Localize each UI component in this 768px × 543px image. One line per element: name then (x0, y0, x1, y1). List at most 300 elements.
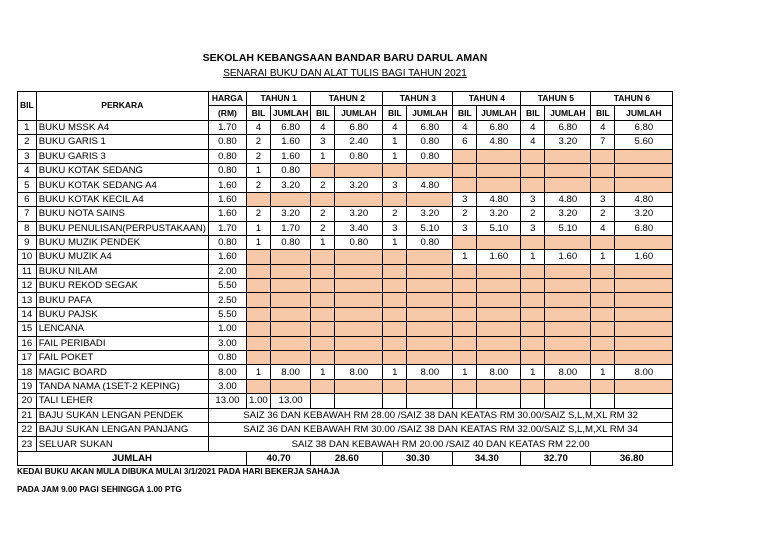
table-row (18, 394, 673, 408)
table-row (18, 120, 673, 134)
qty-cell: 1 (383, 149, 407, 163)
amount-cell: 0.80 (407, 135, 453, 149)
shaded-cell (453, 293, 477, 307)
shaded-cell (270, 307, 310, 321)
shaded-cell (591, 293, 615, 307)
item-price: 5.50 (208, 279, 246, 293)
amount-cell: 8.00 (545, 365, 591, 379)
amount-cell: 4.80 (615, 192, 673, 206)
table-row (18, 279, 673, 293)
shaded-cell (453, 163, 477, 177)
amount-cell: 6.80 (407, 120, 453, 134)
shaded-cell (477, 235, 521, 249)
amount-cell: 3.20 (545, 207, 591, 221)
shaded-cell (545, 379, 591, 393)
shaded-cell (477, 279, 521, 293)
shaded-cell (477, 336, 521, 350)
amount-cell: 0.80 (335, 149, 383, 163)
qty-cell: 2 (521, 207, 545, 221)
shaded-cell (311, 379, 335, 393)
row-number: 20 (18, 394, 37, 408)
shaded-cell (246, 264, 270, 278)
item-name: BUKU PENULISAN(PERPUSTAKAAN) (36, 221, 208, 235)
item-name: BUKU NILAM (36, 264, 208, 278)
shaded-cell (545, 163, 591, 177)
qty-cell: 1 (311, 235, 335, 249)
empty-cell (335, 394, 383, 408)
item-name: TANDA NAMA (1SET-2 KEPING) (36, 379, 208, 393)
amount-cell: 5.10 (545, 221, 591, 235)
amount-cell: 3.20 (615, 207, 673, 221)
amount-cell: 3.20 (477, 207, 521, 221)
shaded-cell (383, 250, 407, 264)
shaded-cell (477, 178, 521, 192)
shaded-cell (545, 322, 591, 336)
amount-cell: 1.60 (545, 250, 591, 264)
header-year-1: TAHUN 1 (246, 92, 310, 106)
shaded-cell (615, 293, 673, 307)
shaded-cell (246, 379, 270, 393)
qty-cell: 1 (246, 163, 270, 177)
item-price: 1.60 (208, 250, 246, 264)
empty-cell (591, 394, 615, 408)
item-name: BUKU PAFA (36, 293, 208, 307)
table-row (18, 163, 673, 177)
shaded-cell (407, 307, 453, 321)
amount-cell: 6.80 (477, 120, 521, 134)
row-number: 15 (18, 322, 37, 336)
item-name: BUKU PAJSK (36, 307, 208, 321)
table-row (18, 192, 673, 206)
shaded-cell (246, 250, 270, 264)
amount-cell: 13.00 (270, 394, 310, 408)
qty-cell: 2 (246, 149, 270, 163)
shaded-cell (591, 379, 615, 393)
shaded-cell (477, 163, 521, 177)
shaded-cell (453, 178, 477, 192)
subheader-bil: BIL (521, 106, 545, 120)
shaded-cell (615, 163, 673, 177)
row-number: 18 (18, 365, 37, 379)
shaded-cell (335, 379, 383, 393)
qty-cell: 2 (591, 207, 615, 221)
shaded-cell (335, 307, 383, 321)
table-row (18, 307, 673, 321)
shaded-cell (545, 235, 591, 249)
header-year-5: TAHUN 5 (521, 92, 591, 106)
shaded-cell (246, 351, 270, 365)
empty-cell (477, 394, 521, 408)
table-row (18, 178, 673, 192)
amount-cell: 1.70 (270, 221, 310, 235)
qty-cell: 1 (521, 365, 545, 379)
item-name: FAIL PERIBADI (36, 336, 208, 350)
amount-cell: 3.20 (335, 178, 383, 192)
item-name: BUKU MUZIK A4 (36, 250, 208, 264)
school-title: SEKOLAH KEBANGSAAN BANDAR BARU DARUL AMAN (202, 52, 488, 64)
qty-cell: 2 (311, 207, 335, 221)
shaded-cell (521, 293, 545, 307)
shaded-cell (477, 149, 521, 163)
table-row (18, 322, 673, 336)
shaded-cell (615, 336, 673, 350)
shaded-cell (335, 163, 383, 177)
shaded-cell (383, 379, 407, 393)
amount-cell: 3.20 (407, 207, 453, 221)
qty-cell: 4 (521, 135, 545, 149)
shaded-cell (270, 250, 310, 264)
item-price: 0.80 (208, 135, 246, 149)
header-year-2: TAHUN 2 (311, 92, 383, 106)
qty-cell: 3 (453, 221, 477, 235)
table-row (18, 235, 673, 249)
amount-cell: 3.20 (270, 207, 310, 221)
total-value: 32.70 (521, 451, 591, 465)
amount-cell: 3.20 (335, 207, 383, 221)
shaded-cell (453, 351, 477, 365)
shaded-cell (615, 279, 673, 293)
total-row (18, 451, 673, 465)
qty-cell: 2 (246, 135, 270, 149)
shaded-cell (311, 336, 335, 350)
item-price: 2.00 (208, 264, 246, 278)
shaded-cell (335, 250, 383, 264)
amount-cell: 4.80 (407, 178, 453, 192)
qty-cell: 1 (591, 365, 615, 379)
shaded-cell (477, 307, 521, 321)
item-name: FAIL POKET (36, 351, 208, 365)
qty-cell: 2 (246, 178, 270, 192)
shaded-cell (591, 307, 615, 321)
amount-cell: 5.60 (615, 135, 673, 149)
shaded-cell (383, 336, 407, 350)
row-number: 12 (18, 279, 37, 293)
shaded-cell (453, 379, 477, 393)
shaded-cell (407, 322, 453, 336)
header-bil: BIL (18, 92, 37, 121)
qty-cell: 1 (453, 250, 477, 264)
table-row (18, 135, 673, 149)
shaded-cell (335, 293, 383, 307)
shaded-cell (383, 293, 407, 307)
qty-cell: 3 (591, 192, 615, 206)
shaded-cell (615, 379, 673, 393)
item-name: LENCANA (36, 322, 208, 336)
shaded-cell (335, 336, 383, 350)
qty-cell: 1 (383, 235, 407, 249)
qty-cell: 3 (383, 221, 407, 235)
shaded-cell (246, 307, 270, 321)
qty-cell: 3 (383, 178, 407, 192)
shaded-cell (311, 192, 335, 206)
shaded-cell (591, 351, 615, 365)
row-number: 11 (18, 264, 37, 278)
subheader-jumlah: JUMLAH (270, 106, 310, 120)
empty-cell (521, 394, 545, 408)
shaded-cell (270, 322, 310, 336)
qty-cell: 1.00 (246, 394, 270, 408)
shaded-cell (545, 178, 591, 192)
header-perkara: PERKARA (36, 92, 208, 121)
row-number: 19 (18, 379, 37, 393)
total-value: 36.80 (591, 451, 673, 465)
qty-cell: 1 (521, 250, 545, 264)
shaded-cell (477, 322, 521, 336)
item-price: 0.80 (208, 235, 246, 249)
item-name: MAGIC BOARD (36, 365, 208, 379)
row-number: 1 (18, 120, 37, 134)
shaded-cell (407, 163, 453, 177)
qty-cell: 2 (453, 207, 477, 221)
shaded-cell (383, 322, 407, 336)
row-number: 23 (18, 437, 37, 451)
row-number: 13 (18, 293, 37, 307)
qty-cell: 2 (383, 207, 407, 221)
amount-cell: 4.80 (477, 135, 521, 149)
shaded-cell (591, 336, 615, 350)
shaded-cell (246, 279, 270, 293)
amount-cell: 6.80 (335, 120, 383, 134)
shaded-cell (591, 163, 615, 177)
amount-cell: 1.60 (270, 149, 310, 163)
shaded-cell (270, 264, 310, 278)
qty-cell: 6 (453, 135, 477, 149)
item-name: BUKU GARIS 1 (36, 135, 208, 149)
item-price: 3.00 (208, 336, 246, 350)
qty-cell: 1 (246, 221, 270, 235)
shaded-cell (270, 336, 310, 350)
row-number: 21 (18, 408, 37, 422)
shaded-cell (453, 336, 477, 350)
shaded-cell (453, 307, 477, 321)
total-value: 40.70 (246, 451, 310, 465)
table-row (18, 149, 673, 163)
amount-cell: 3.40 (335, 221, 383, 235)
qty-cell: 7 (591, 135, 615, 149)
shaded-cell (545, 149, 591, 163)
row-number: 5 (18, 178, 37, 192)
shaded-cell (270, 293, 310, 307)
row-number: 9 (18, 235, 37, 249)
item-name: SELUAR SUKAN (36, 437, 208, 451)
item-name: BUKU KOTAK SEDANG A4 (36, 178, 208, 192)
table-row (18, 408, 673, 422)
qty-cell: 4 (246, 120, 270, 134)
shaded-cell (615, 149, 673, 163)
amount-cell: 1.60 (270, 135, 310, 149)
shaded-cell (246, 322, 270, 336)
item-price: 13.00 (208, 394, 246, 408)
amount-cell: 1.60 (477, 250, 521, 264)
shaded-cell (453, 322, 477, 336)
shaded-cell (383, 307, 407, 321)
empty-cell (615, 394, 673, 408)
qty-cell: 1 (311, 149, 335, 163)
shaded-cell (591, 178, 615, 192)
qty-cell: 2 (311, 178, 335, 192)
shaded-cell (521, 163, 545, 177)
shaded-cell (311, 163, 335, 177)
subheader-jumlah: JUMLAH (335, 106, 383, 120)
qty-cell: 1 (246, 365, 270, 379)
shaded-cell (270, 379, 310, 393)
item-price: 1.60 (208, 207, 246, 221)
shaded-cell (311, 279, 335, 293)
amount-cell: 8.00 (335, 365, 383, 379)
amount-cell: 0.80 (335, 235, 383, 249)
amount-cell: 2.40 (335, 135, 383, 149)
amount-cell: 8.00 (270, 365, 310, 379)
footer-opening-note: KEDAI BUKU AKAN MULA DIBUKA MULAI 3/1/2021 PADA HARI BEKERJA SAHAJA (17, 467, 340, 476)
shaded-cell (521, 279, 545, 293)
shaded-cell (615, 178, 673, 192)
shaded-cell (521, 178, 545, 192)
item-name: BUKU REKOD SEGAK (36, 279, 208, 293)
amount-cell: 5.10 (407, 221, 453, 235)
amount-cell: 1.60 (615, 250, 673, 264)
total-value: 34.30 (453, 451, 521, 465)
qty-cell: 4 (591, 120, 615, 134)
qty-cell: 2 (311, 221, 335, 235)
item-price: 8.00 (208, 365, 246, 379)
empty-cell (407, 394, 453, 408)
row-number: 7 (18, 207, 37, 221)
shaded-cell (545, 293, 591, 307)
shaded-cell (615, 235, 673, 249)
list-subtitle: SENARAI BUKU DAN ALAT TULIS BAGI TAHUN 2021 (223, 68, 467, 79)
shaded-cell (270, 279, 310, 293)
shaded-cell (591, 235, 615, 249)
item-price: 1.70 (208, 221, 246, 235)
item-name: TALI LEHER (36, 394, 208, 408)
shaded-cell (270, 351, 310, 365)
item-price: 1.70 (208, 120, 246, 134)
subheader-bil: BIL (383, 106, 407, 120)
shaded-cell (591, 149, 615, 163)
shaded-cell (246, 293, 270, 307)
shaded-cell (407, 379, 453, 393)
header-year-3: TAHUN 3 (383, 92, 453, 106)
table-row (18, 351, 673, 365)
header-unit: (RM) (208, 106, 246, 120)
item-name: BAJU SUKAN LENGAN PANJANG (36, 422, 208, 436)
amount-cell: 0.80 (270, 235, 310, 249)
shaded-cell (383, 163, 407, 177)
shaded-cell (477, 351, 521, 365)
shaded-cell (335, 351, 383, 365)
row-number: 14 (18, 307, 37, 321)
amount-cell: 4.80 (545, 192, 591, 206)
item-name: BUKU KOTAK SEDANG (36, 163, 208, 177)
shaded-cell (521, 322, 545, 336)
shaded-cell (407, 279, 453, 293)
item-price: 3.00 (208, 379, 246, 393)
empty-cell (453, 394, 477, 408)
shaded-cell (311, 307, 335, 321)
shaded-cell (311, 322, 335, 336)
amount-cell: 8.00 (477, 365, 521, 379)
qty-cell: 3 (521, 221, 545, 235)
table-row (18, 437, 673, 451)
table-row (18, 365, 673, 379)
shaded-cell (545, 279, 591, 293)
amount-cell: 3.20 (545, 135, 591, 149)
book-list-table (17, 91, 673, 466)
subheader-bil: BIL (453, 106, 477, 120)
size-price-note: SAIZ 38 DAN KEBAWAH RM 20.00 /SAIZ 40 DAN KEATAS RM 22.00 (208, 437, 672, 451)
shaded-cell (407, 250, 453, 264)
row-number: 6 (18, 192, 37, 206)
qty-cell: 1 (591, 250, 615, 264)
amount-cell: 6.80 (615, 221, 673, 235)
shaded-cell (521, 264, 545, 278)
shaded-cell (270, 192, 310, 206)
empty-cell (545, 394, 591, 408)
subheader-bil: BIL (246, 106, 270, 120)
table-row (18, 336, 673, 350)
size-price-note: SAIZ 36 DAN KEBAWAH RM 30.00 /SAIZ 38 DAN KEATAS RM 32.00/SAIZ S,L,M,XL RM 34 (208, 422, 672, 436)
qty-cell: 4 (453, 120, 477, 134)
subheader-bil: BIL (591, 106, 615, 120)
table-row (18, 221, 673, 235)
amount-cell: 8.00 (615, 365, 673, 379)
amount-cell: 8.00 (407, 365, 453, 379)
item-name: BUKU MSSK A4 (36, 120, 208, 134)
qty-cell: 2 (246, 207, 270, 221)
table-row (18, 293, 673, 307)
shaded-cell (521, 351, 545, 365)
shaded-cell (545, 264, 591, 278)
shaded-cell (615, 322, 673, 336)
row-number: 8 (18, 221, 37, 235)
item-price: 5.50 (208, 307, 246, 321)
item-price: 2.50 (208, 293, 246, 307)
subheader-jumlah: JUMLAH (477, 106, 521, 120)
shaded-cell (407, 192, 453, 206)
shaded-cell (521, 235, 545, 249)
shaded-cell (383, 279, 407, 293)
shaded-cell (615, 351, 673, 365)
item-price: 1.60 (208, 192, 246, 206)
shaded-cell (407, 293, 453, 307)
empty-cell (311, 394, 335, 408)
item-price: 0.80 (208, 351, 246, 365)
size-price-note: SAIZ 36 DAN KEBAWAH RM 28.00 /SAIZ 38 DAN KEATAS RM 30.00/SAIZ S,L,M,XL RM 32 (208, 408, 672, 422)
shaded-cell (477, 264, 521, 278)
shaded-cell (545, 307, 591, 321)
qty-cell: 3 (453, 192, 477, 206)
shaded-cell (545, 336, 591, 350)
subheader-jumlah: JUMLAH (407, 106, 453, 120)
shaded-cell (453, 149, 477, 163)
shaded-cell (335, 322, 383, 336)
shaded-cell (591, 322, 615, 336)
shaded-cell (591, 264, 615, 278)
footer-hours-note: PADA JAM 9.00 PAGI SEHINGGA 1.00 PTG (17, 485, 182, 494)
amount-cell: 0.80 (407, 235, 453, 249)
shaded-cell (383, 192, 407, 206)
amount-cell: 0.80 (270, 163, 310, 177)
qty-cell: 1 (383, 135, 407, 149)
shaded-cell (311, 293, 335, 307)
amount-cell: 3.20 (270, 178, 310, 192)
shaded-cell (453, 264, 477, 278)
amount-cell: 6.80 (545, 120, 591, 134)
shaded-cell (335, 279, 383, 293)
table-row (18, 207, 673, 221)
row-number: 10 (18, 250, 37, 264)
shaded-cell (453, 279, 477, 293)
